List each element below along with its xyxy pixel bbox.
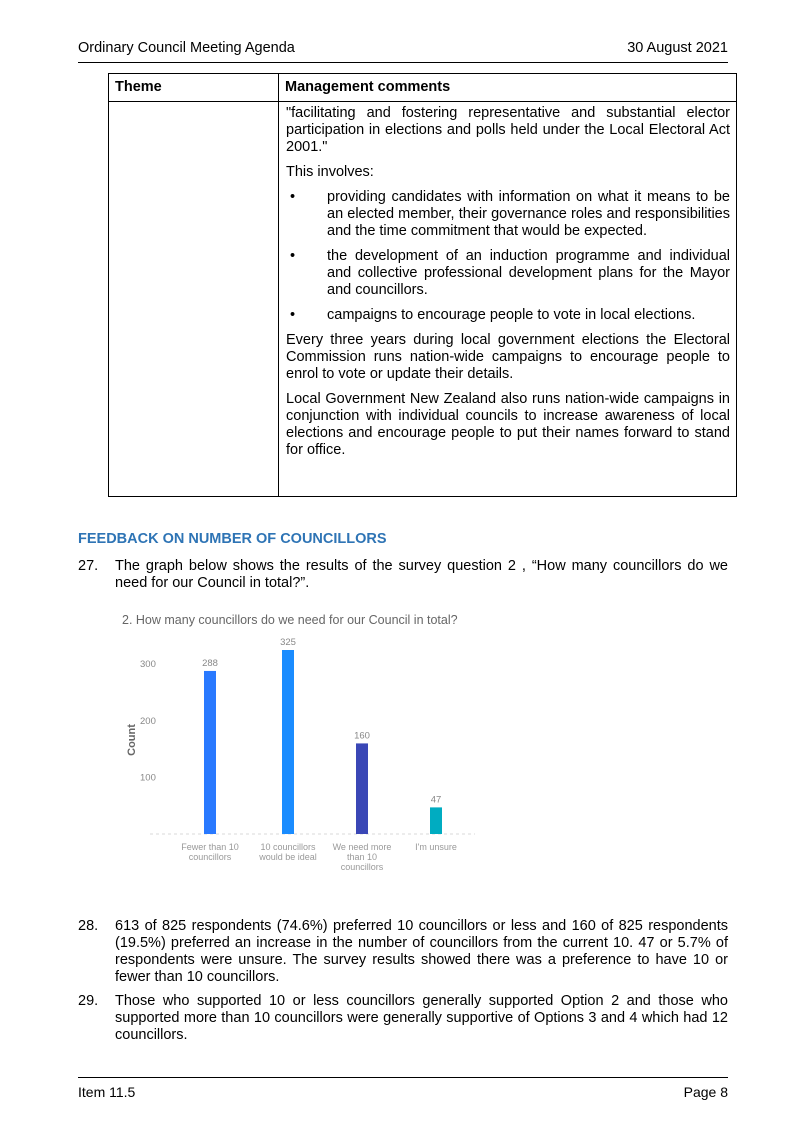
electoral-commission-paragraph: Every three years during local government elections the Electoral Commission runs nation-wide campaigns to encourage people to enrol to vote or update their details. [286, 332, 730, 382]
table-header-theme: Theme [115, 79, 162, 95]
intro-quote: "facilitating and fostering representative and substantial elector participation in elections and polls held under the Local Electoral Act 2001." [286, 105, 730, 155]
management-comments-cell [286, 105, 730, 467]
councillors-bar-chart [110, 606, 490, 878]
x-tick-label: 10 councillors [260, 842, 316, 852]
paragraph-number: 28. [78, 918, 99, 934]
header-title: Ordinary Council Meeting Agenda [78, 40, 295, 56]
footer-item: Item 11.5 [78, 1084, 136, 1100]
table-header-management-comments: Management comments [285, 79, 451, 95]
involves-label: This involves: [286, 164, 374, 180]
bullet-list [286, 189, 730, 324]
header-date: 30 August 2021 [627, 40, 728, 56]
bar [282, 650, 294, 834]
y-tick-label: 100 [140, 772, 156, 784]
y-tick-label: 200 [140, 715, 156, 727]
bar [430, 807, 442, 834]
management-comments-table [108, 73, 737, 497]
bullet-icon: • [290, 307, 296, 323]
paragraph-number: 29. [78, 993, 99, 1009]
section-heading: FEEDBACK ON NUMBER OF COUNCILLORS [78, 531, 387, 547]
list-item [286, 189, 730, 240]
x-tick-label: We need more [332, 842, 392, 852]
table-header-divider [109, 101, 736, 102]
x-tick-label: councillors [340, 862, 384, 872]
page-footer [78, 1077, 728, 1102]
paragraph-text: The graph below shows the results of the survey question 2 , “How many councillors do we need for our Council in total?”. [115, 558, 728, 591]
x-tick-label: councillors [188, 852, 232, 862]
x-tick-label: than 10 [346, 852, 378, 862]
chart-title: 2. How many councillors do we need for our Council in total? [122, 613, 458, 627]
table-column-divider [278, 74, 279, 496]
data-label: 47 [430, 794, 442, 806]
bullet-icon: • [290, 189, 296, 205]
list-item [286, 248, 730, 299]
paragraph-27 [78, 558, 728, 592]
data-label: 325 [280, 637, 296, 648]
bullet-text: providing candidates with information on what it means to be an elected member, their governance roles and responsibilities and the time commitment that would be expected. [327, 189, 730, 239]
value-labels [202, 637, 441, 805]
paragraph-text: Those who supported 10 or less councillors generally supported Option 2 and those who supported more than 10 councillors were generally supportive of Options 3 and 4 which had 12 councillors. [115, 993, 728, 1043]
x-tick-label: would be ideal [259, 852, 317, 862]
page-header [78, 40, 728, 63]
bullet-icon: • [290, 248, 296, 264]
lgnz-paragraph: Local Government New Zealand also runs nation-wide campaigns in conjunction with individual councils to increase awareness of local elections and encourage people to put their names forward to stand for office. [286, 391, 730, 458]
paragraph-29 [78, 993, 728, 1044]
x-tick-label: Fewer than 10 [181, 842, 239, 852]
data-label: 160 [354, 730, 370, 742]
paragraph-text: 613 of 825 respondents (74.6%) preferred 10 councillors or less and 160 of 825 respondents (19.5%) preferred an increase in the number of councillors from the current 10. 47 or 5.7% of respondents were unsure. The survey results showed there was a preference to have 10 or fewer than 10 councillors. [115, 918, 728, 985]
y-tick-label: 300 [140, 659, 156, 671]
bar [356, 743, 368, 834]
bullet-text: campaigns to encourage people to vote in local elections. [327, 307, 696, 323]
y-axis-label: Count [126, 724, 138, 756]
data-label: 288 [202, 657, 218, 669]
bar [204, 671, 216, 834]
y-axis-ticks [140, 659, 156, 783]
paragraph-28 [78, 918, 728, 986]
bullet-text: the development of an induction programme and individual and collective professional development plans for the Mayor and councillors. [327, 248, 730, 298]
category-labels [181, 842, 457, 872]
footer-page-number: Page 8 [683, 1084, 728, 1100]
list-item [286, 307, 730, 324]
bars [204, 650, 442, 834]
paragraph-number: 27. [78, 558, 99, 574]
x-tick-label: I'm unsure [415, 842, 457, 852]
